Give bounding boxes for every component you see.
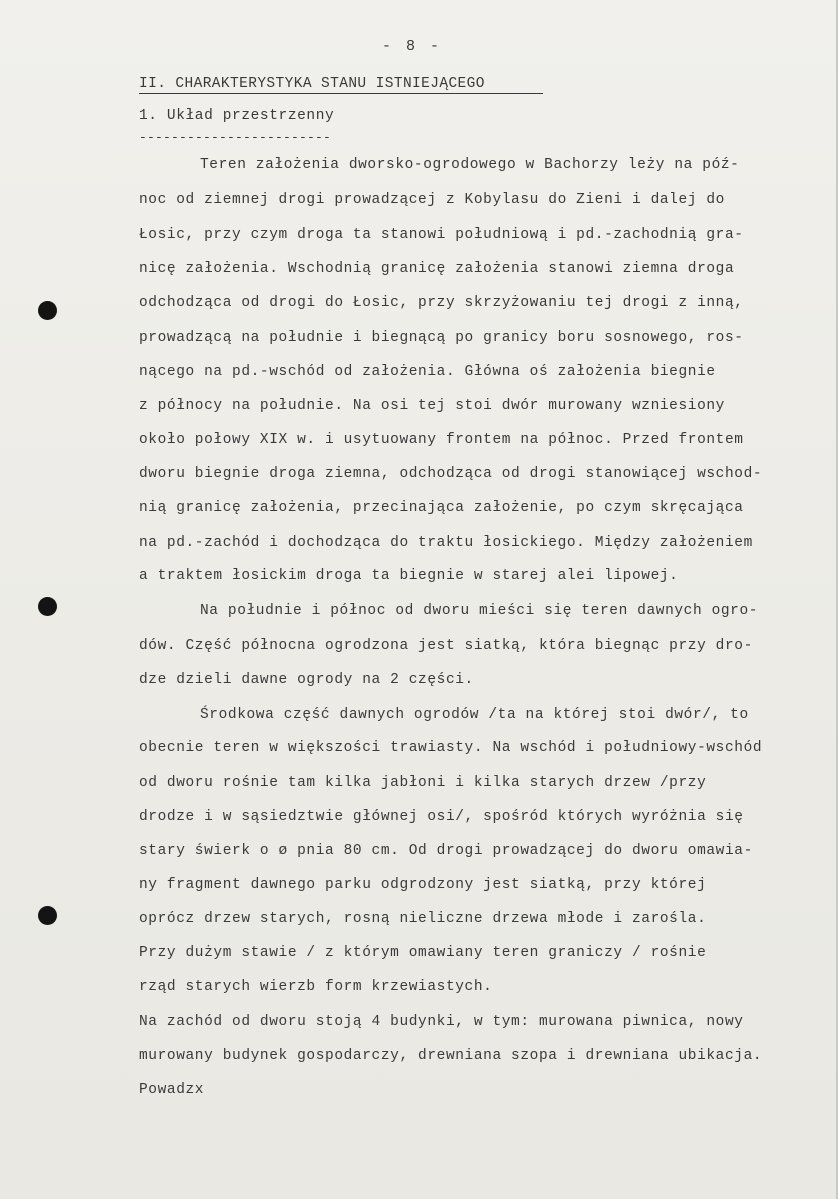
body-line: z północy na południe. Na osi tej stoi dwór murowany wzniesiony [139,398,725,414]
body-line: Powadzx [139,1082,205,1098]
body-line: obecnie teren w większości trawiasty. Na wschód i południowy-wschód [139,740,763,756]
subsection-underline: ------------------------ [139,130,332,145]
body-line: Łosic, przy czym droga ta stanowi południową i pd.-zachodnią gra- [139,227,744,243]
body-line: nicę założenia. Wschodnią granicę założenia stanowi ziemna droga [139,261,735,277]
section-title-underline [139,93,543,94]
body-line: nią granicę założenia, przecinająca założenie, po czym skręcająca [139,500,744,516]
body-line: odchodząca od drogi do Łosic, przy skrzyżowaniu tej drogi z inną, [139,295,744,311]
body-line: około połowy XIX w. i usytuowany frontem na północ. Przed frontem [139,432,744,448]
body-line: drodze i w sąsiedztwie głównej osi/, spośród których wyróżnia się [139,809,744,825]
body-line: rząd starych wierzb form krzewiastych. [139,979,493,995]
body-line: Na zachód od dworu stoją 4 budynki, w tym: murowana piwnica, nowy [139,1014,744,1030]
body-line: dów. Część północna ogrodzona jest siatką, która biegnąc przy dro- [139,638,753,654]
body-line: dze dzieli dawne ogrody na 2 części. [139,672,474,688]
punch-hole [38,597,57,616]
body-line: prowadzącą na południe i biegnącą po granicy boru sosnowego, ros- [139,330,744,346]
section-title: II. CHARAKTERYSTYKA STANU ISTNIEJĄCEGO [139,76,485,92]
body-line: Teren założenia dworsko-ogrodowego w Bachorzy leży na póź- [200,157,740,173]
body-line: Na południe i północ od dworu mieści się teren dawnych ogro- [200,603,759,619]
body-line: Środkowa część dawnych ogrodów /ta na której stoi dwór/, to [200,707,749,723]
body-line: oprócz drzew starych, rosną nieliczne drzewa młode i zarośla. [139,911,707,927]
subsection-title: 1. Układ przestrzenny [139,108,335,124]
body-line: murowany budynek gospodarczy, drewniana szopa i drewniana ubikacja. [139,1048,763,1064]
body-line: nącego na pd.-wschód od założenia. Główna oś założenia biegnie [139,364,716,380]
body-line: ny fragment dawnego parku odgrodzony jest siatką, przy której [139,877,707,893]
body-line: dworu biegnie droga ziemna, odchodząca od drogi stanowiącej wschod- [139,466,763,482]
body-line: na pd.-zachód i dochodząca do traktu łosickiego. Między założeniem [139,535,753,551]
body-line: a traktem łosickim droga ta biegnie w starej alei lipowej. [139,568,679,584]
body-line: noc od ziemnej drogi prowadzącej z Kobylasu do Zieni i dalej do [139,192,725,208]
body-line: stary świerk o ø pnia 80 cm. Od drogi prowadzącej do dworu omawia- [139,843,753,859]
body-line: Przy dużym stawie / z którym omawiany teren graniczy / rośnie [139,945,707,961]
punch-hole [38,301,57,320]
page-number: - 8 - [382,38,443,55]
punch-hole [38,906,57,925]
body-line: od dworu rośnie tam kilka jabłoni i kilka starych drzew /przy [139,775,707,791]
